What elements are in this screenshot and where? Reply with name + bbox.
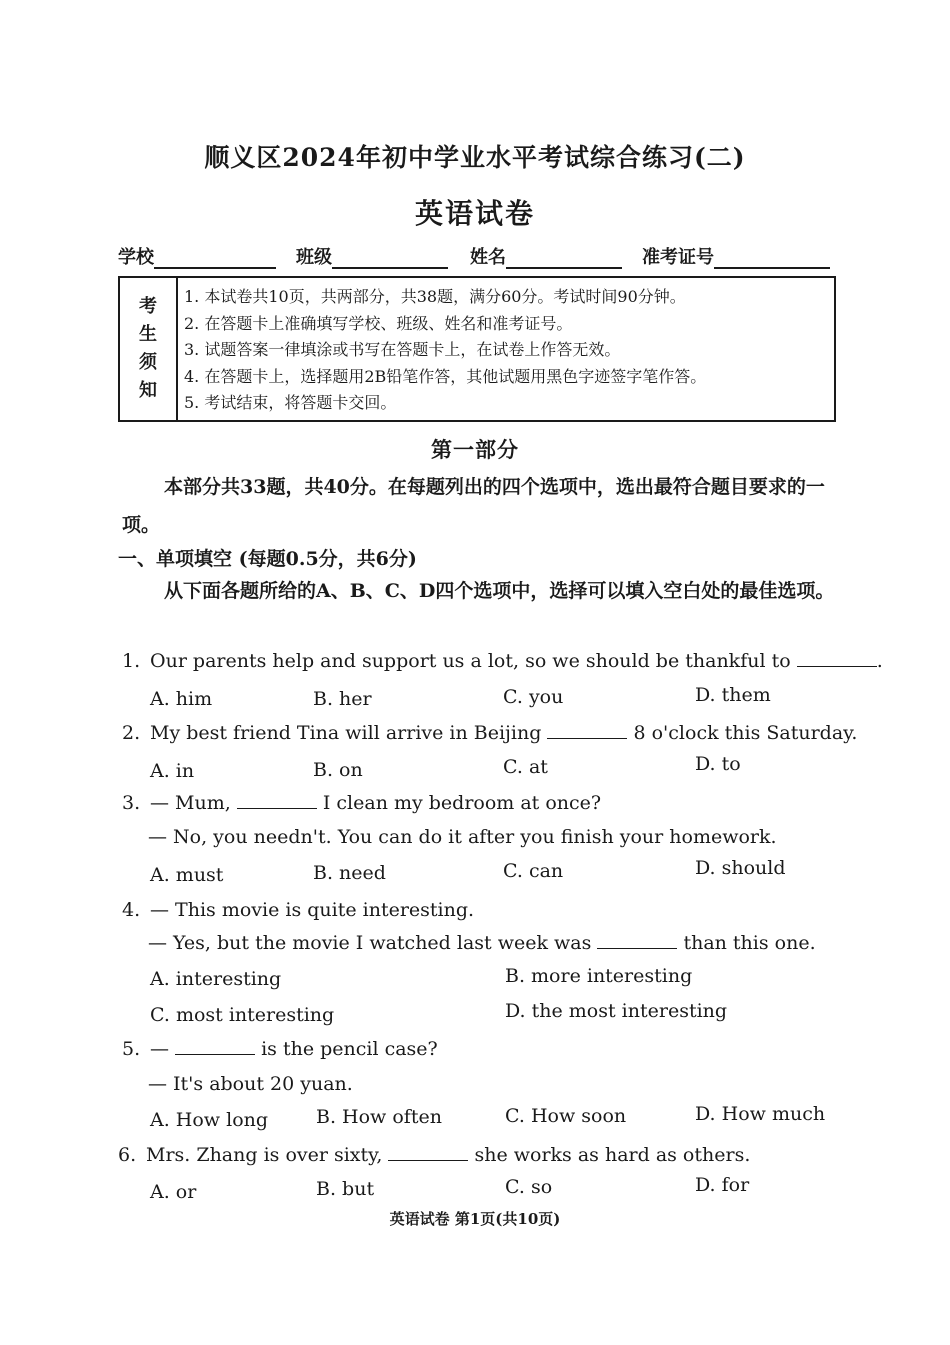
option-b: B. on	[313, 759, 363, 781]
part-heading: 一、单项填空 (每题0.5分，共6分)	[118, 548, 417, 570]
exam-title: 顺义区2024年初中学业水平考试综合练习(二)	[204, 143, 746, 172]
option-c: C. How soon	[505, 1105, 627, 1127]
option-c: C. most interesting	[150, 1004, 335, 1026]
option-a: A. in	[150, 760, 195, 782]
answer-blank	[547, 722, 627, 739]
option-b: B. but	[316, 1178, 375, 1200]
answer-blank	[597, 932, 677, 949]
option-a: A. interesting	[150, 968, 282, 990]
option-c: C. you	[503, 686, 564, 708]
option-d: D. for	[695, 1174, 750, 1196]
question-1: 1. Our parents help and support us a lot, so we should be thankful to .	[122, 650, 883, 672]
option-a: A. him	[150, 688, 213, 710]
option-b: B. How often	[316, 1106, 442, 1128]
candidate-notice-box	[118, 276, 836, 422]
notice-list	[184, 284, 828, 417]
option-b: B. need	[313, 862, 386, 884]
question-3: 3. — Mum, I clean my bedroom at once?	[122, 792, 602, 814]
notice-item: 3. 试题答案一律填涂或书写在答题卡上，在试卷上作答无效。	[184, 340, 621, 359]
option-d: D. them	[695, 684, 771, 706]
dialog-line: — Yes, but the movie I watched last week was than this one.	[148, 932, 816, 954]
section-intro: 本部分共33题，共40分。在每题列出的四个选项中，选出最符合题目要求的一项。	[122, 476, 825, 536]
question-4: 4. — This movie is quite interesting.	[122, 899, 475, 921]
exam-id-field: 准考证号	[642, 243, 830, 269]
option-a: A. How long	[150, 1109, 269, 1131]
option-b: B. her	[313, 688, 372, 710]
answer-blank	[388, 1144, 468, 1161]
class-field: 班级	[296, 243, 448, 269]
notice-label: 考 生 须 知	[120, 278, 178, 420]
option-d: D. How much	[695, 1103, 826, 1125]
question-5: 5. — is the pencil case?	[122, 1038, 438, 1060]
dialog-line: — It's about 20 yuan.	[148, 1073, 353, 1095]
student-info-row	[118, 243, 838, 271]
notice-item: 2. 在答题卡上准确填写学校、班级、姓名和准考证号。	[184, 313, 573, 333]
option-b: B. more interesting	[505, 965, 693, 987]
notice-item: 5. 考试结束，将答题卡交回。	[184, 393, 397, 412]
name-field: 姓名	[470, 243, 622, 269]
part-instruction: 从下面各题所给的A、B、C、D四个选项中，选择可以填入空白处的最佳选项。	[164, 580, 835, 602]
school-field: 学校	[118, 243, 276, 269]
option-d: D. should	[695, 857, 786, 879]
option-d: D. the most interesting	[505, 1000, 728, 1022]
notice-item: 1. 本试卷共10页，共两部分，共38题，满分60分。考试时间90分钟。	[184, 287, 686, 306]
option-a: A. or	[150, 1181, 197, 1203]
exam-subtitle: 英语试卷	[414, 197, 535, 230]
question-6: 6. Mrs. Zhang is over sixty, she works as hard as others.	[118, 1144, 751, 1166]
option-c: C. can	[503, 860, 564, 882]
dialog-line: — No, you needn't. You can do it after you finish your homework.	[148, 826, 777, 848]
answer-blank	[797, 650, 877, 667]
question-2: 2. My best friend Tina will arrive in Beijing 8 o'clock this Saturday.	[122, 722, 858, 744]
answer-blank	[175, 1038, 255, 1055]
section-title: 第一部分	[431, 437, 519, 462]
option-a: A. must	[150, 864, 224, 886]
option-c: C. so	[505, 1176, 553, 1198]
option-c: C. at	[503, 756, 548, 778]
option-d: D. to	[695, 753, 741, 775]
page-footer: 英语试卷 第1页(共10页)	[389, 1210, 561, 1228]
notice-item: 4. 在答题卡上，选择题用2B铅笔作答，其他试题用黑色字迹签字笔作答。	[184, 366, 707, 386]
answer-blank	[237, 792, 317, 809]
